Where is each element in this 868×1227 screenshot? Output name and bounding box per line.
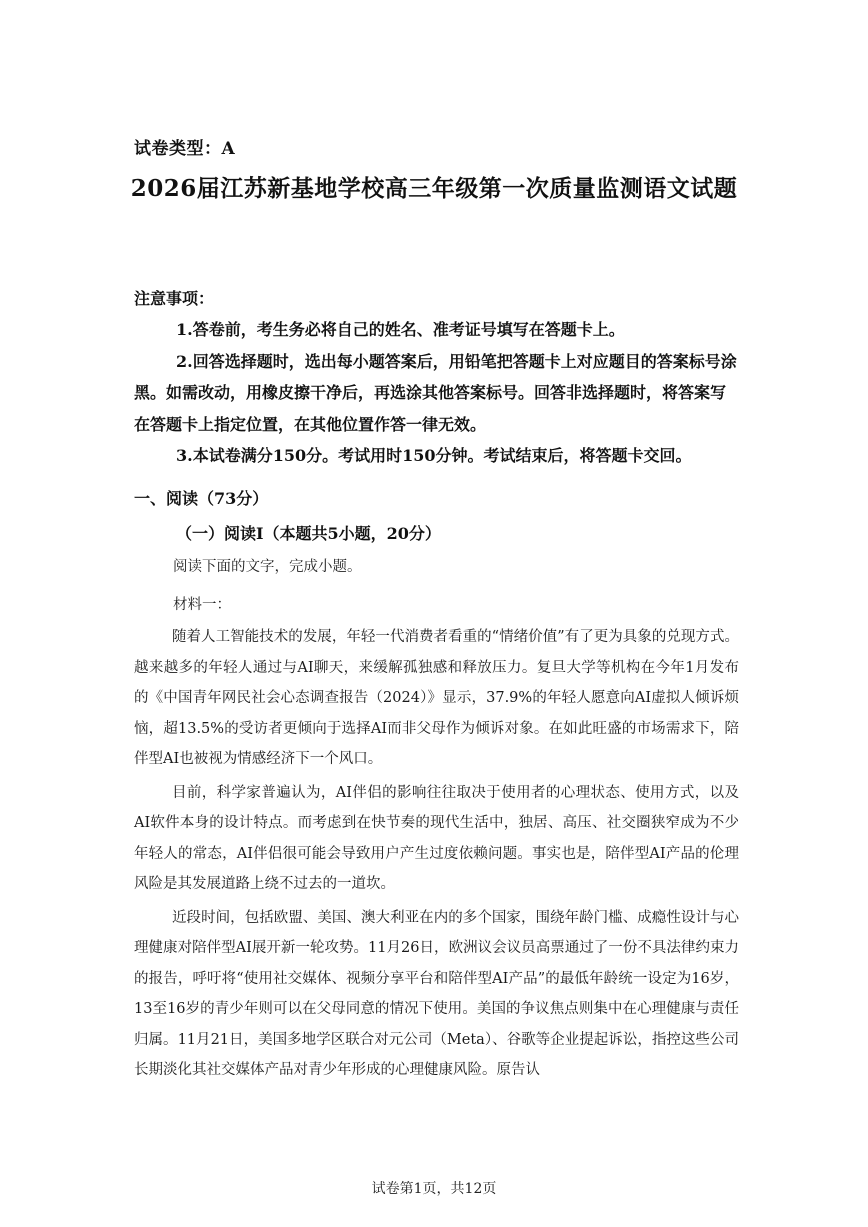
- paragraph-1: 随着人工智能技术的发展，年轻一代消费者看重的“情绪价值”有了更为具象的兑现方式。越来越多的年轻人通过与AI聊天，来缓解孤独感和释放压力。复旦大学等机构在今年1月发布的《中国青年网民社会心态调查报告（2024）》显示，37.9%的年轻人愿意向AI虚拟人倾诉烦恼，超13.5%的受访者更倾向于选择AI而非父母作为倾诉对象。在如此旺盛的市场需求下，陪伴型AI也被视为情感经济下一个风口。: [134, 629, 739, 767]
- paragraph-2: 目前，科学家普遍认为，AI伴侣的影响往往取决于使用者的心理状态、使用方式，以及AI软件本身的设计特点。而考虑到在快节奏的现代生活中，独居、高压、社交圈狭窄成为不少年轻人的常态，AI伴侣很可能会导致用户产生过度依赖问题。事实也是，陪伴型AI产品的伦理风险是其发展道路上绕不过去的一道坎。: [134, 784, 739, 892]
- notice-item-2: 2.回答选择题时，选出每小题答案后，用铅笔把答题卡上对应题目的答案标号涂黑。如需改动，用橡皮擦干净后，再选涂其他答案标号。回答非选择题时，将答案写在答题卡上指定位置，在其他位置作答一律无效。: [134, 351, 737, 434]
- section-heading: 一、阅读（73分）: [134, 489, 269, 508]
- paper-type-label: 试卷类型：A: [134, 139, 236, 159]
- material-label: 材料一：: [173, 597, 231, 613]
- reading-instruction: 阅读下面的文字，完成小题。: [173, 559, 362, 575]
- notice-item-3: 3.本试卷满分150分。考试用时150分钟。考试结束后，将答题卡交回。: [176, 446, 692, 465]
- notice-item-1: 1.答卷前，考生务必将自己的姓名、准考证号填写在答题卡上。: [176, 320, 625, 339]
- paragraph-3: 近段时间，包括欧盟、美国、澳大利亚在内的多个国家，围绕年龄门槛、成瘾性设计与心理健康对陪伴型AI展开新一轮攻势。11月26日，欧洲议会议员高票通过了一份不具法律约束力的报告，呼吁将“使用社交媒体、视频分享平台和陪伴型AI产品”的最低年龄统一设定为16岁，13至16岁的青少年则可以在父母同意的情况下使用。美国的争议焦点则集中在心理健康与责任归属。11月21日，美国多地学区联合对元公司（Meta）、谷歌等企业提起诉讼，指控这些公司长期淡化其社交媒体产品对青少年形成的心理健康风险。原告认: [134, 909, 739, 1078]
- notice-list: [134, 314, 739, 472]
- material-body: [134, 622, 739, 1089]
- exam-title: 2026届江苏新基地学校高三年级第一次质量监测语文试题: [130, 175, 738, 202]
- notice-heading: 注意事项：: [134, 289, 215, 308]
- page-footer: 试卷第1页，共12页: [371, 1181, 497, 1197]
- sub-section-heading: （一）阅读I（本题共5小题，20分）: [176, 524, 441, 543]
